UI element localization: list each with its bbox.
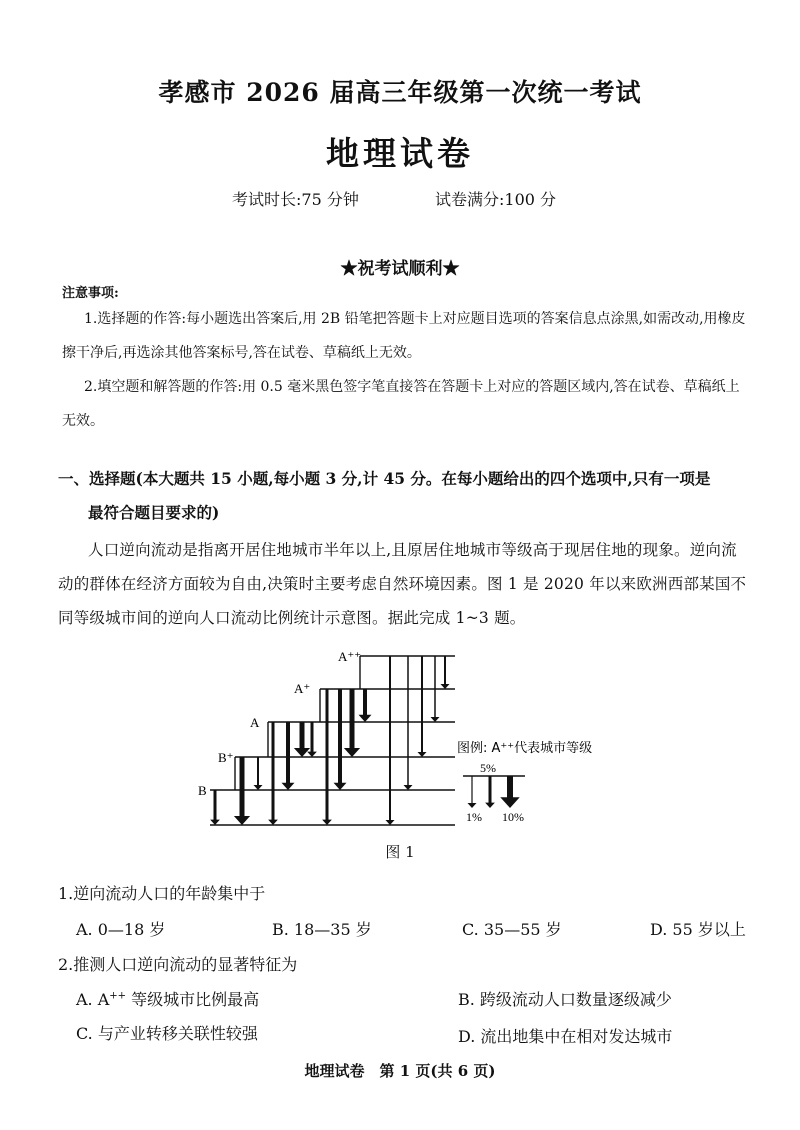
level-label-a-plus-plus: A⁺⁺	[338, 649, 362, 664]
flow-arrow	[386, 656, 395, 825]
question-2-option-c[interactable]: C. 与产业转移关联性较强	[76, 1024, 258, 1043]
level-label-a: A	[250, 715, 260, 730]
exam-full-score: 试卷满分:100 分	[435, 190, 557, 209]
flow-arrow	[268, 722, 278, 825]
notice-item-1: 1.选择题的作答:每小题选出答案后,用 2B 铅笔把答题卡上对应题目选项的答案信息点涂黑,如需改动,用橡皮擦干净后,再选涂其他答案标号,答在试卷、草稿纸上无效。	[62, 311, 746, 361]
level-label-a-plus: A⁺	[294, 681, 311, 696]
figure-caption: 图 1	[385, 843, 415, 861]
legend-title: 图例: A⁺⁺代表城市等级	[457, 741, 593, 756]
legend-arrow-1pct	[468, 776, 477, 808]
question-2-stem: 2.推测人口逆向流动的显著特征为	[58, 955, 298, 974]
question-2-option-d[interactable]: D. 流出地集中在相对发达城市	[458, 1027, 673, 1046]
notice-item-2: 2.填空题和解答题的作答:用 0.5 毫米黑色签字笔直接答在答题卡上对应的答题区域内,答在试卷、草稿纸上无效。	[62, 379, 740, 429]
flow-arrow	[254, 757, 263, 790]
flow-arrow	[359, 689, 372, 722]
page-footer: 地理试卷 第 1 页(共 6 页)	[304, 1062, 496, 1080]
figure-flow-arrows	[210, 656, 449, 825]
flow-arrow	[418, 656, 427, 757]
question-intro: 人口逆向流动是指离开居住地城市半年以上,且原居住地城市等级高于现居住地的现象。逆向流动的群体在经济方面较为自由,决策时主要考虑自然环境因素。图 1 是 2020 年以来欧洲西部某国不同等级城市间的逆向人口流动比例统计示意图。据此完成 1~3 题。	[58, 541, 747, 627]
section-heading	[58, 462, 758, 530]
flow-arrow	[344, 689, 360, 757]
q2-a-prefix: A. A	[76, 990, 110, 1009]
legend-arrow-10pct	[500, 776, 519, 808]
question-1-stem: 1.逆向流动人口的年龄集中于	[58, 884, 266, 903]
question-2-option-b[interactable]: B. 跨级流动人口数量逐级减少	[458, 990, 672, 1009]
flow-arrow	[282, 722, 295, 790]
exam-duration: 考试时长:75 分钟	[232, 190, 359, 209]
subject-title: 地理试卷	[326, 134, 474, 173]
flow-arrow	[441, 656, 450, 689]
legend-left-label: 1%	[466, 810, 482, 824]
q2-a-rest: 等级城市比例最高	[126, 990, 260, 1009]
notice-heading: 注意事项:	[62, 286, 119, 301]
section-heading-line2: 最符合题目要求的)	[88, 503, 220, 522]
question-1-option-b[interactable]: B. 18—35 岁	[272, 920, 372, 939]
question-1-option-d[interactable]: D. 55 岁以上	[650, 920, 746, 939]
flow-arrow	[334, 689, 347, 790]
level-label-b: B	[198, 783, 207, 798]
flow-arrow	[404, 656, 413, 790]
question-1-option-a[interactable]: A. 0—18 岁	[76, 920, 166, 939]
good-luck-banner: ★祝考试顺利★	[340, 259, 460, 279]
legend-right-label: 10%	[502, 810, 524, 824]
q2-a-sup: ++	[109, 990, 127, 1002]
flow-arrow	[210, 790, 220, 825]
figure-1-diagram	[190, 640, 610, 840]
legend-arrow-5pct	[485, 776, 495, 808]
level-label-b-plus: B⁺	[218, 750, 234, 765]
section-heading-line1: 一、选择题(本大题共 15 小题,每小题 3 分,计 45 分。在每小题给出的四个选项中,只有一项是	[58, 469, 711, 488]
flow-arrow	[234, 757, 250, 825]
flow-arrow	[307, 722, 317, 757]
question-2-option-a[interactable]	[76, 987, 259, 1010]
legend-arrows	[468, 776, 520, 808]
question-1-option-c[interactable]: C. 35—55 岁	[462, 920, 562, 939]
legend-mid-label: 5%	[480, 761, 496, 775]
exam-title: 孝感市 2026 届高三年级第一次统一考试	[158, 78, 642, 107]
